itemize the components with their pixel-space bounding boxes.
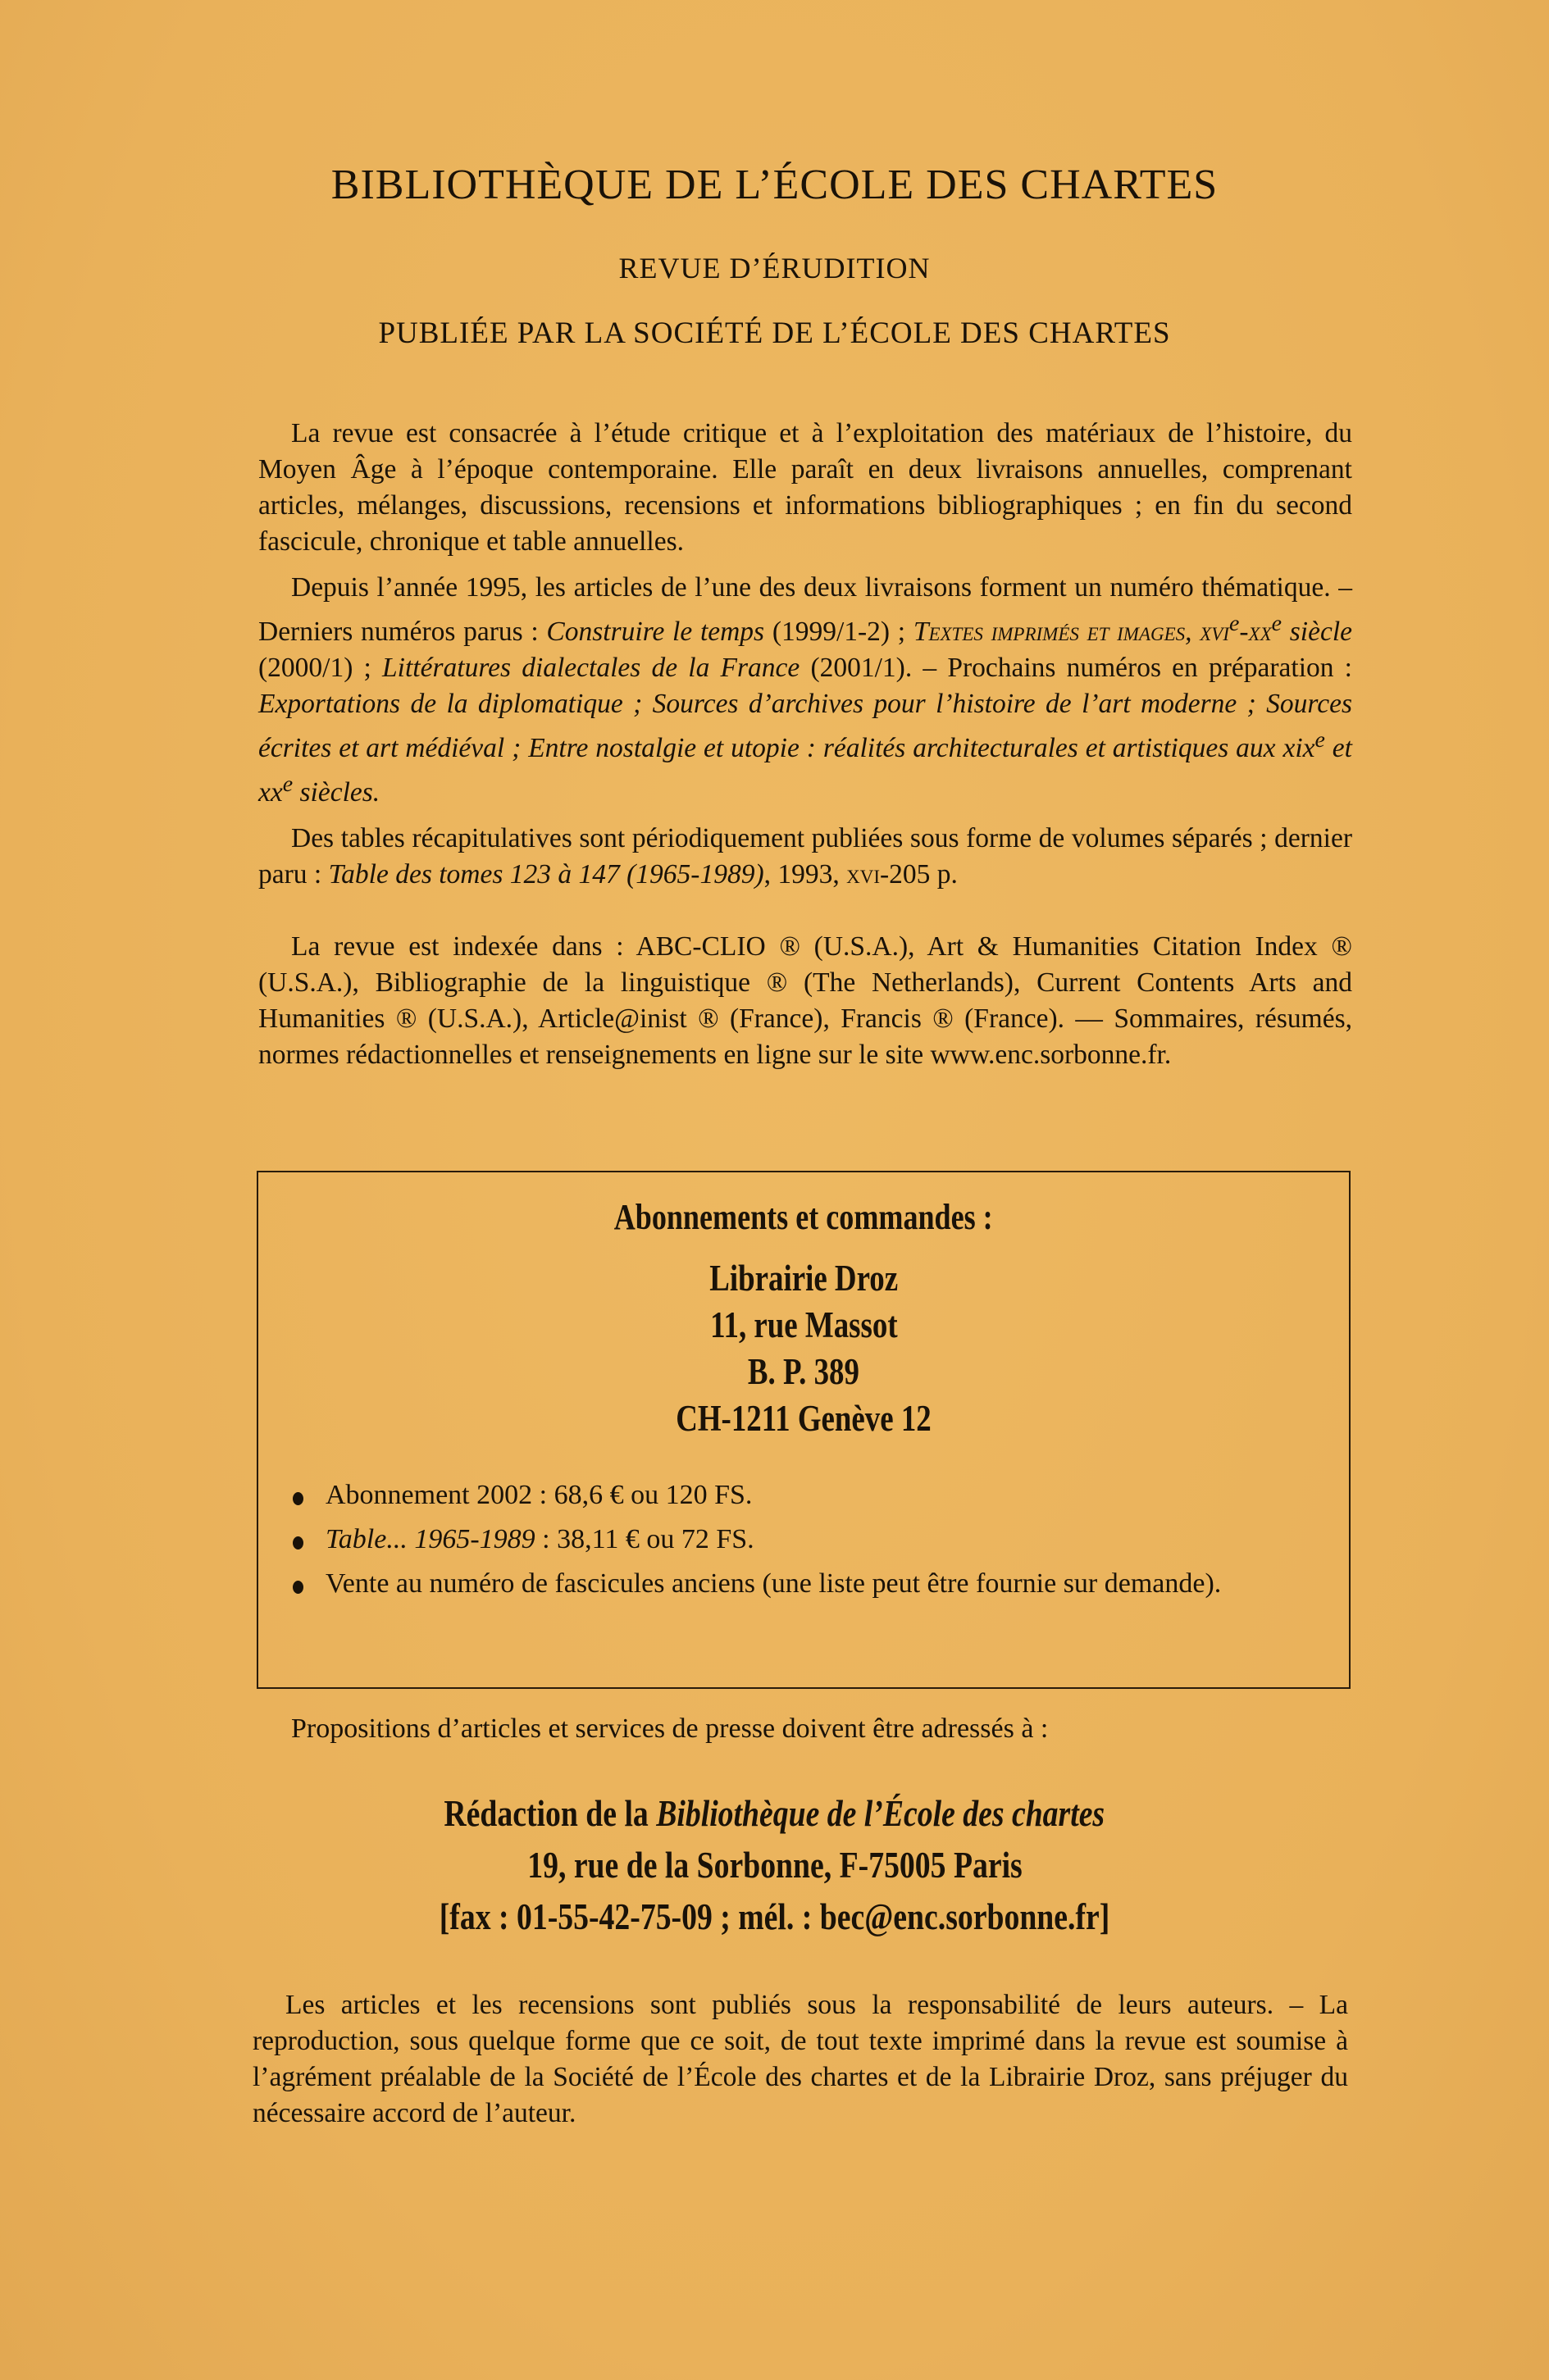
intro-text — [258, 416, 1352, 1073]
price-item: Abonnement 2002 : 68,6 € ou 120 FS. — [288, 1476, 1313, 1515]
paragraph-themes: Depuis l’année 1995, les articles de l’une des deux livraisons forment un numéro thématique. – Derniers numéros parus : Construire le temps (1999/1-2) ; Textes imprimés et images, $xvi^e-xx^e$ siècle (2000/1) ; Littératures dialectales de la France (2001/1). – Prochains numéros en préparation : Exportations de la diplomatique ; Sources d’archives pour l’histoire de l’art moderne ; Sources écrites et art médiéval ; Entre nostalgie et utopie : réalités architecturales et artistiques aux xix$^e$ et $xx^e$ siècles. — [258, 572, 1353, 808]
subscription-heading: Abonnements et commandes : — [614, 1197, 993, 1237]
subscription-box — [257, 1171, 1351, 1689]
subtitle-publisher: PUBLIÉE PAR LA SOCIÉTÉ DE L’ÉCOLE DES CHARTES — [378, 316, 1171, 350]
paragraph-tables: Des tables récapitulatives sont périodiquement publiées sous forme de volumes séparés ; dernier paru : Table des tomes 123 à 147 (1965-1989), 1993, xvi-205 p. — [258, 823, 1352, 890]
address-line: B. P. 389 — [747, 1351, 860, 1392]
subtitle-revue: REVUE D’ÉRUDITION — [618, 252, 931, 284]
price-item: Vente au numéro de fascicules anciens (une liste peut être fournie sur demande). — [288, 1564, 1313, 1604]
paragraph-indexing: La revue est indexée dans : ABC-CLIO ® (U.S.A.), Art & Humanities Citation Index ® (U.S.A.), Bibliographie de la linguistique ® (The Netherlands), Current Contents Arts and Humanities ® (U.S.A.), Article@inist ® (France), Francis ® (France). — Sommaires, résumés, normes rédactionnelles et renseignements en ligne sur le site www.enc.sorbonne.fr. — [258, 931, 1352, 1071]
address-line: CH-1211 Genève 12 — [676, 1398, 932, 1439]
paragraph-description: La revue est consacrée à l’étude critique et à l’exploitation des matériaux de l’histoire, du Moyen Âge à l’époque contemporaine. Elle paraît en deux livraisons annuelles, comprenant articles, mélanges, discussions, recensions et informations bibliographiques ; en fin du second fascicule, chronique et table annuelles. — [258, 418, 1352, 557]
price-list — [288, 1476, 1313, 1609]
journal-title: BIBLIOTHÈQUE DE L’ÉCOLE DES CHARTES — [330, 162, 1219, 208]
editorial-address: Rédaction de la Bibliothèque de l’École des chartes 19, rue de la Sorbonne, F-75005 Paris [fax : 01-55-42-75-09 ; mél. : bec@enc.sorbonne.fr] — [439, 1792, 1110, 1937]
price-item: Table... 1965-1989 : 38,11 € ou 72 FS. — [288, 1520, 1313, 1559]
legal-notice: Les articles et les recensions sont publiés sous la responsabilité de leurs auteurs. – La reproduction, sous quelque forme que ce soit, de tout texte imprimé dans la revue est soumise à l’agrément préalable de la Société de l’École des chartes et de la Librairie Droz, sans préjuger du nécessaire accord de l’auteur. — [253, 1990, 1348, 2128]
address-line: 11, rue Massot — [709, 1304, 898, 1345]
submissions-note: Propositions d’articles et services de presse doivent être adressés à : — [291, 1713, 1049, 1744]
address-line: Librairie Droz — [709, 1258, 898, 1299]
